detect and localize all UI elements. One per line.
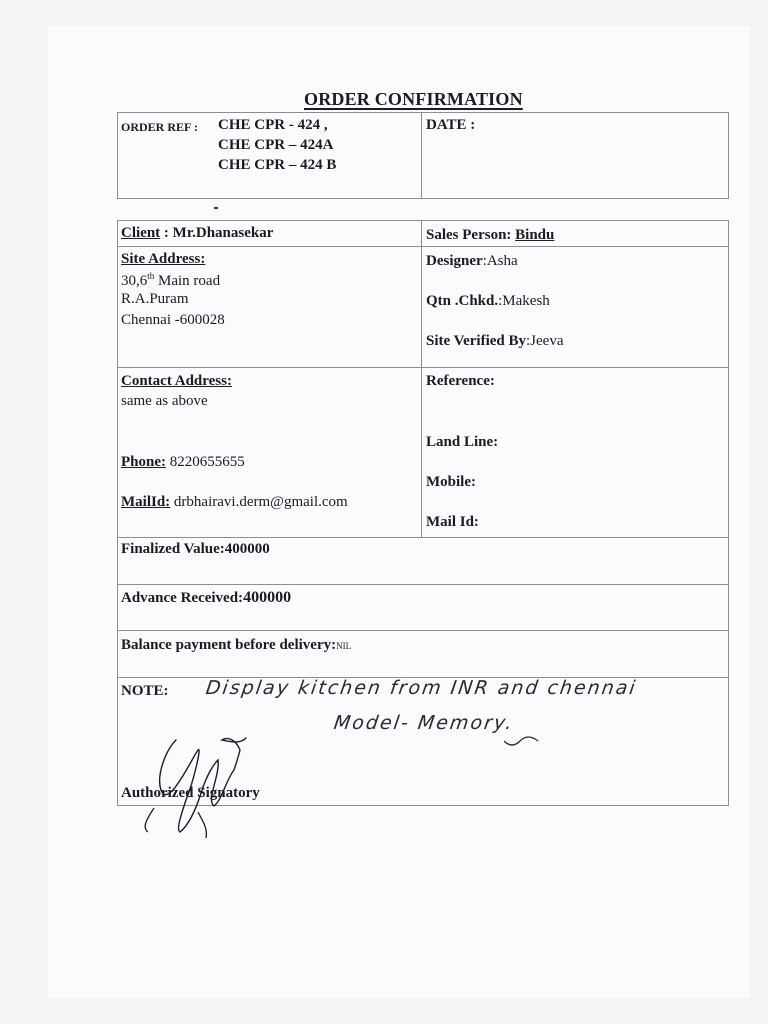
sales-person (426, 227, 554, 244)
finalized-label: Finalized Value: (121, 541, 225, 557)
contact-address-label: Contact Address: (121, 373, 232, 389)
sales-person-label: Sales Person: (426, 227, 516, 243)
site-address-line1 (121, 271, 220, 290)
contact-address-value: same as above (121, 393, 208, 409)
row-line-4 (117, 584, 729, 585)
finalized-value (121, 541, 270, 558)
designer-value: :Asha (482, 253, 518, 269)
order-box-divider (421, 112, 422, 199)
client-row (121, 225, 273, 242)
signature-icon (136, 720, 266, 840)
finalized-amount: 400000 (224, 541, 270, 557)
details-divider (421, 220, 422, 537)
order-ref-2: CHE CPR – 424A (218, 137, 334, 153)
qtn-value: :Makesh (498, 293, 550, 309)
mail-id (121, 494, 348, 511)
site-line1-street: Main road (154, 273, 221, 289)
mail-value: drbhairavi.derm@gmail.com (170, 494, 348, 510)
balance-value: NIL (336, 641, 352, 651)
order-ref-1: CHE CPR - 424 , (218, 117, 328, 133)
row-line-1 (117, 246, 729, 247)
page-title: ORDER CONFIRMATION (304, 89, 523, 109)
verified-value: :Jeeva (526, 333, 564, 349)
reference-label: Reference: (426, 373, 495, 389)
phone-label: Phone: (121, 454, 166, 470)
order-ref-box (117, 112, 729, 199)
note-handwritten-line2: Model- Memory. (332, 712, 516, 734)
note-handwritten-line1: Display kitchen from INR and chennai (204, 677, 639, 699)
advance-amount: 400000 (243, 589, 292, 606)
mail-label: MailId: (121, 494, 171, 510)
mail-id-label: Mail Id: (426, 514, 479, 530)
row-line-2 (117, 367, 729, 368)
phone (121, 454, 245, 471)
date-label: DATE : (426, 117, 476, 133)
site-line1-ordinal: th (147, 271, 155, 281)
site-address-line2: R.A.Puram (121, 291, 189, 307)
client-label: Client (121, 225, 161, 241)
site-verified (426, 333, 563, 350)
authorized-signatory: Authorized Signatory (121, 785, 260, 801)
note-label: NOTE: (121, 683, 169, 699)
balance-payment (121, 637, 351, 654)
qtn-checked (426, 293, 550, 310)
row-line-5 (117, 630, 729, 631)
land-line-label: Land Line: (426, 434, 499, 450)
designer-label: Designer (426, 253, 483, 269)
stray-dash (214, 207, 218, 209)
mobile-label: Mobile: (426, 474, 476, 490)
designer (426, 253, 518, 270)
row-line-3 (117, 537, 729, 538)
order-ref-3: CHE CPR – 424 B (218, 157, 337, 173)
site-line1-number: 30,6 (121, 273, 148, 289)
sales-person-name: Bindu (515, 227, 555, 243)
verified-label: Site Verified By (426, 333, 526, 349)
advance-label: Advance Received: (121, 590, 244, 606)
note-underline-squiggle (502, 735, 542, 749)
client-sep: : (160, 225, 173, 241)
advance-received (121, 589, 291, 607)
site-address-label: Site Address: (121, 251, 206, 267)
site-address-line3: Chennai -600028 (121, 312, 225, 328)
qtn-label: Qtn .Chkd. (426, 293, 499, 309)
order-ref-label: ORDER REF : (121, 120, 198, 134)
client-name: Mr.Dhanasekar (172, 225, 274, 241)
balance-label: Balance payment before delivery: (121, 637, 337, 653)
phone-value: 8220655655 (166, 454, 245, 470)
